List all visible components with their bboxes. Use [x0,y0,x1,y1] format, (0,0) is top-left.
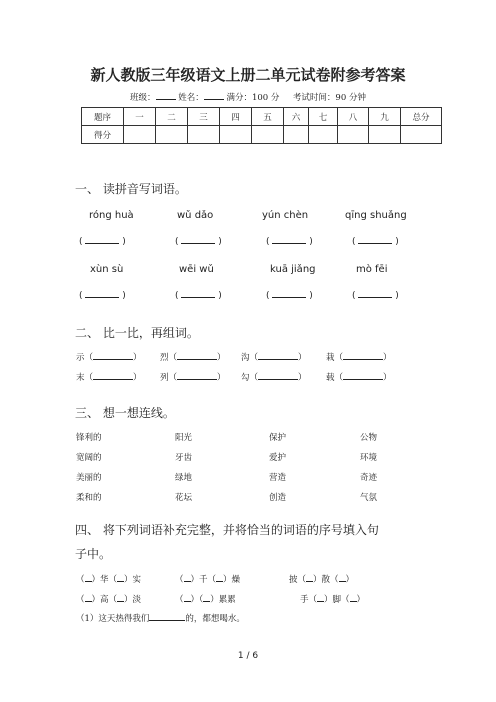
score-cell[interactable] [252,126,284,144]
match-word[interactable]: 公物 [360,433,378,443]
char-close: ） [298,373,307,383]
char-close: ） [133,353,142,363]
idiom-part: 披（ [289,575,307,585]
char-prompt: 示（ [76,353,94,363]
score-cell[interactable] [369,126,401,144]
header-cell: 题序 [82,108,124,126]
idiom-part: （ [175,575,184,585]
section2-heading: 二、 比一比，再组词。 [75,326,199,340]
match-word[interactable]: 创造 [269,493,287,503]
paren-open: ( [79,291,83,301]
exam-time: 考试时间：90 分钟 [292,93,366,103]
char-close: ） [217,353,226,363]
answer-line[interactable] [343,371,383,380]
answer-line[interactable] [184,573,191,582]
header-cell: 二 [156,108,188,126]
paren-open: ( [352,237,356,247]
match-word[interactable]: 气氛 [360,493,378,503]
paren-close: ) [218,291,222,301]
header-cell: 九 [369,108,401,126]
idiom-blank [175,593,236,605]
char-prompt: 末（ [76,373,94,383]
header-cell: 六 [284,108,309,126]
score-cell[interactable] [124,126,156,144]
idiom-part: ）淡 [124,595,142,605]
paren-open: ( [266,237,270,247]
idiom-part: ） [345,575,355,585]
match-word[interactable]: 阳光 [175,433,193,443]
idiom-blank [289,573,354,585]
header-cell: 一 [124,108,156,126]
header-cell: 五 [252,108,284,126]
idiom-blank [300,593,365,605]
pinyin: kuā jiǎng [270,264,316,275]
paren-close: ) [395,237,399,247]
match-word[interactable]: 环境 [360,453,378,463]
score-cell[interactable] [188,126,220,144]
answer-line[interactable] [85,593,92,602]
idiom-part: ）（ [190,595,204,605]
idiom-blank [175,573,240,585]
row-label: 得分 [82,126,124,144]
char-prompt: 栽（ [326,353,344,363]
full-score: 满分：100 分 [226,93,280,103]
score-cell[interactable] [156,126,188,144]
compare-row [241,351,307,363]
match-word[interactable]: 奇迹 [360,473,378,483]
name-blank[interactable] [204,91,224,100]
answer-line[interactable] [343,351,383,360]
name-label: 姓名： [178,93,204,103]
char-prompt: 载（ [326,373,344,383]
char-close: ） [217,373,226,383]
document-title: 新人教版三年级语文上册二单元试卷附参考答案 [90,66,406,84]
char-prompt: 列（ [160,373,178,383]
answer-blank[interactable] [352,291,399,301]
idiom-part: ）累累 [210,595,236,605]
class-label: 班级： [130,93,156,103]
answer-blank[interactable] [175,237,222,247]
header-cell: 七 [309,108,338,126]
idiom-part: ）高（ [91,595,118,605]
answer-line[interactable] [339,573,346,582]
compare-row [76,371,142,383]
match-word[interactable]: 宽阔的 [76,453,102,463]
answer-line[interactable] [117,573,124,582]
score-cell[interactable] [309,126,338,144]
char-prompt: 勾（ [241,373,259,383]
exam-info [0,91,496,103]
score-cell[interactable] [220,126,252,144]
answer-line[interactable] [350,593,357,602]
paren-open: ( [266,291,270,301]
char-close: ） [133,373,142,383]
answer-blank[interactable] [266,237,313,247]
idiom-part: ）华（ [91,575,118,585]
paren-close: ) [218,237,222,247]
pinyin: róng huà [89,210,134,221]
idiom-part: 手（ [300,595,318,605]
header-cell: 三 [188,108,220,126]
idiom-part: ）脚（ [324,595,350,605]
paren-close: ) [309,237,313,247]
pinyin: qīng shuǎng [345,210,407,221]
compare-row [326,371,392,383]
fill-sentence [76,612,245,624]
header-cell: 总分 [401,108,442,126]
answer-blank[interactable] [175,291,222,301]
answer-line[interactable] [117,593,124,602]
idiom-part: ）实 [124,575,142,585]
match-word[interactable]: 绿地 [175,473,193,483]
answer-blank[interactable] [266,291,313,301]
answer-blank[interactable] [352,237,399,247]
match-word[interactable]: 锋利的 [76,433,102,443]
sentence-text: （1）这天热得我们 [76,614,150,624]
char-close: ） [383,373,392,383]
idiom-blank [76,593,141,605]
answer-line[interactable] [93,351,133,360]
answer-blank[interactable] [79,291,126,301]
char-prompt: 烈（ [160,353,178,363]
idiom-part: （ [76,575,85,585]
answer-line[interactable] [317,593,324,602]
pinyin: wēi wǔ [179,264,214,275]
match-word[interactable]: 保护 [269,433,287,443]
idiom-part: ）散（ [313,575,339,585]
pinyin: xùn sù [90,264,124,275]
score-cell[interactable] [338,126,369,144]
match-word[interactable]: 柔和的 [76,493,102,503]
char-prompt: 沟（ [241,353,259,363]
compare-row [76,351,142,363]
paren-close: ) [122,237,126,247]
paren-open: ( [175,291,179,301]
section4-heading-cont: 子中。 [75,547,112,561]
match-word[interactable]: 营造 [269,473,287,483]
pinyin: wǔ dǎo [177,210,214,221]
compare-row [160,371,226,383]
match-word[interactable]: 牙齿 [175,453,193,463]
idiom-part: ）燥 [223,575,241,585]
answer-line[interactable] [177,351,217,360]
score-cell[interactable] [401,126,442,144]
paren-open: ( [79,237,83,247]
answer-blank[interactable] [79,237,126,247]
paren-close: ) [122,291,126,301]
pinyin: yún chèn [262,210,309,221]
section1-heading: 一、 读拼音写词语。 [75,182,187,196]
answer-line[interactable] [258,371,298,380]
section3-heading: 三、 想一想连线。 [75,406,175,420]
idiom-part: （ [175,595,184,605]
answer-line[interactable] [216,573,223,582]
idiom-part: （ [76,595,85,605]
match-word[interactable]: 花坛 [175,493,193,503]
score-table [81,107,442,144]
answer-line[interactable] [177,371,217,380]
idiom-part: ）千（ [190,575,217,585]
match-word[interactable]: 美丽的 [76,473,102,483]
page-number: 1 / 6 [237,651,259,661]
answer-line[interactable] [306,573,313,582]
answer-line[interactable] [85,573,92,582]
idiom-blank [76,573,141,585]
compare-row [326,351,392,363]
score-table-row [82,126,442,144]
score-table-header [82,108,442,126]
match-word[interactable]: 爱护 [269,453,287,463]
header-cell: 八 [338,108,369,126]
paren-open: ( [352,291,356,301]
char-close: ） [383,353,392,363]
section4-heading: 四、 将下列词语补充完整，并将恰当的词语的序号填入句 [75,523,379,537]
compare-row [241,371,307,383]
char-close: ） [298,353,307,363]
header-cell: 四 [220,108,252,126]
class-blank[interactable] [156,91,176,100]
paren-close: ) [395,291,399,301]
idiom-part: ） [356,595,366,605]
answer-line[interactable] [258,351,298,360]
answer-line[interactable] [184,593,191,602]
pinyin: mò fēi [356,264,388,275]
paren-close: ) [309,291,313,301]
compare-row [160,351,226,363]
paren-open: ( [175,237,179,247]
score-cell[interactable] [284,126,309,144]
answer-line[interactable] [93,371,133,380]
sentence-blank[interactable] [149,612,185,621]
sentence-text: 的，都想喝水。 [185,614,245,624]
